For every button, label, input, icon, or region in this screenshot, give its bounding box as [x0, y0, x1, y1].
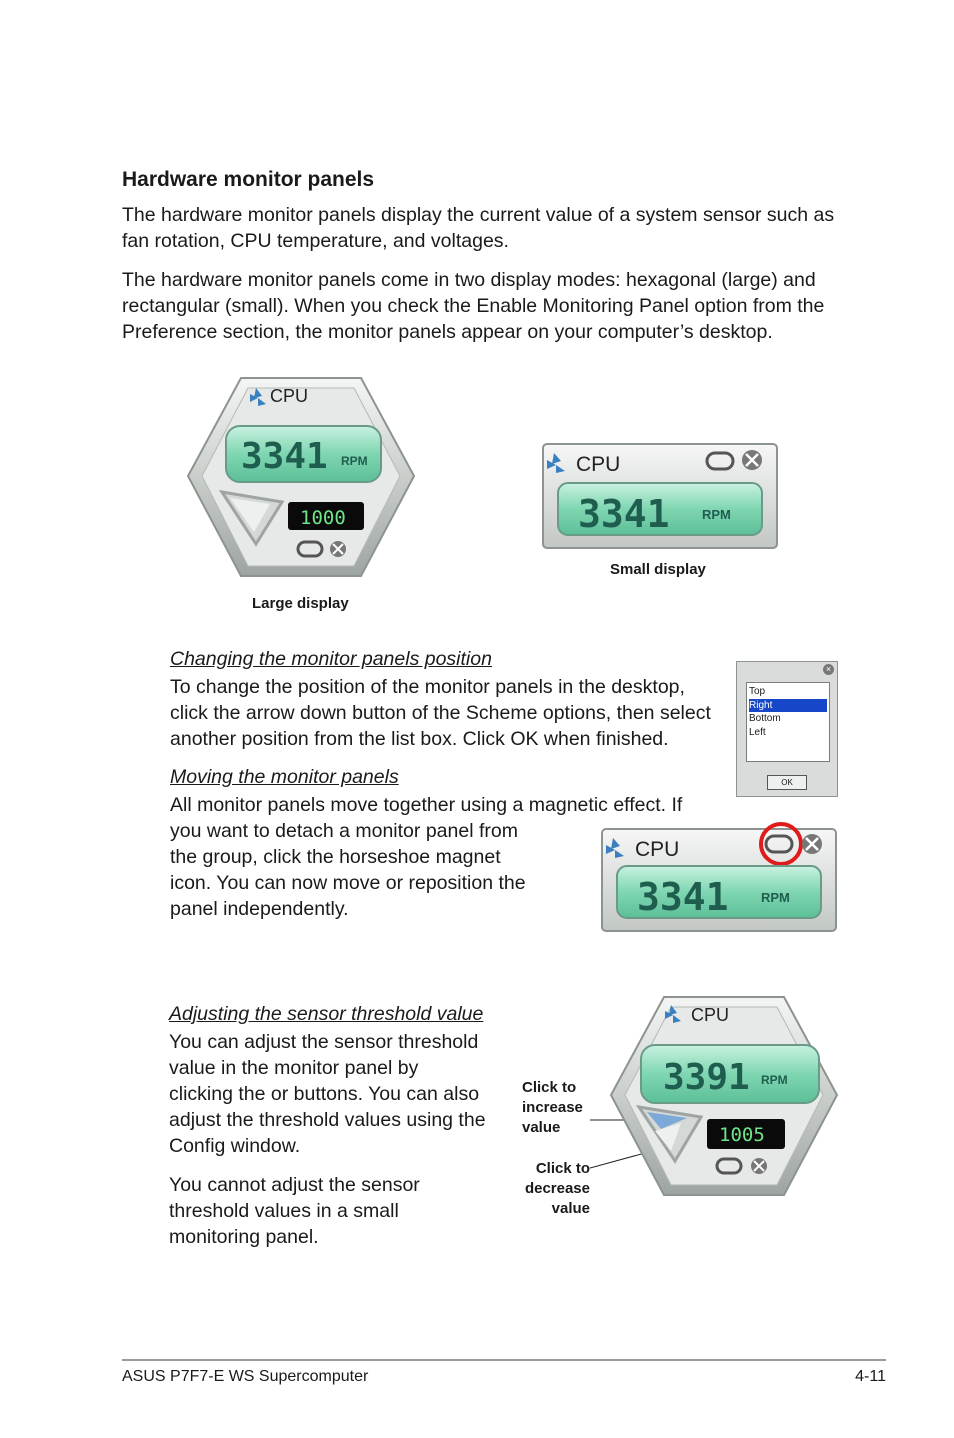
reading-value: 3341	[637, 875, 729, 919]
listbox-option-bottom[interactable]: Bottom	[749, 713, 781, 724]
position-subhead: Changing the monitor panels position	[170, 648, 492, 670]
panel-label: CPU	[576, 453, 621, 476]
close-icon[interactable]	[751, 1158, 767, 1174]
small-display-caption: Small display	[610, 561, 706, 578]
page-number: 4-11	[855, 1368, 886, 1385]
close-icon[interactable]: ×	[823, 664, 834, 675]
small-monitor-panel	[542, 443, 778, 549]
panel-label: CPU	[270, 386, 309, 406]
panel-label: CPU	[691, 1005, 730, 1025]
callout-decrease: Click to decrease value	[524, 1160, 590, 1217]
section-title: Hardware monitor panels	[122, 168, 375, 191]
footer-divider	[122, 1359, 886, 1361]
unit-label: RPM	[761, 1073, 788, 1087]
reading-value: 3341	[241, 436, 328, 477]
reading-value: 3341	[578, 492, 670, 536]
listbox-option-top[interactable]: Top	[749, 686, 766, 697]
large-monitor-panel	[186, 376, 416, 578]
listbox-option-right[interactable]: Right	[749, 699, 827, 713]
threshold-monitor-panel	[609, 995, 839, 1197]
close-icon[interactable]	[330, 541, 346, 557]
unit-label: RPM	[341, 454, 368, 468]
listbox-option-left[interactable]: Left	[749, 726, 766, 738]
close-icon[interactable]	[802, 834, 822, 854]
threshold-body-1: You can adjust the sensor threshold value in the monitor panel by clicking the or buttons. You can also adjust the threshold values using the Config window.	[169, 1031, 486, 1157]
moving-body-line1: All monitor panels move together using a magnetic effect. If	[170, 794, 683, 816]
unit-label: RPM	[761, 890, 790, 905]
moving-subhead: Moving the monitor panels	[170, 766, 399, 788]
large-display-caption: Large display	[252, 595, 349, 612]
detached-monitor-panel	[601, 818, 838, 932]
threshold-value: 1005	[719, 1124, 765, 1146]
threshold-value: 1000	[300, 507, 346, 529]
panel-label: CPU	[635, 838, 680, 861]
intro-paragraph-2: The hardware monitor panels come in two display modes: hexagonal (large) and rectangular (small). When you check the Enable Monitoring Panel option from the Preference section, the monitor panels appear on your computer’s desktop.	[122, 269, 825, 343]
footer-title: ASUS P7F7-E WS Supercomputer	[122, 1368, 369, 1385]
reading-value: 3391	[663, 1057, 750, 1098]
threshold-subhead: Adjusting the sensor threshold value	[169, 1003, 484, 1025]
moving-body: you want to detach a monitor panel from the group, click the horseshoe magnet icon. You can now move or reposition the panel independently.	[170, 820, 526, 920]
ok-button[interactable]: OK	[767, 775, 807, 790]
close-icon[interactable]	[742, 450, 762, 470]
position-body: To change the position of the monitor panels in the desktop, click the arrow down button of the Scheme options, then select another position from the list box. Click OK when finished.	[170, 676, 711, 750]
position-listbox[interactable]	[746, 682, 830, 762]
intro-paragraph-1: The hardware monitor panels display the current value of a system sensor such as fan rotation, CPU temperature, and voltages.	[122, 204, 835, 252]
callout-increase: Click to increase value	[522, 1079, 583, 1136]
position-dialog	[736, 661, 838, 797]
unit-label: RPM	[702, 507, 731, 522]
threshold-body-2: You cannot adjust the sensor threshold values in a small monitoring panel.	[169, 1174, 420, 1248]
